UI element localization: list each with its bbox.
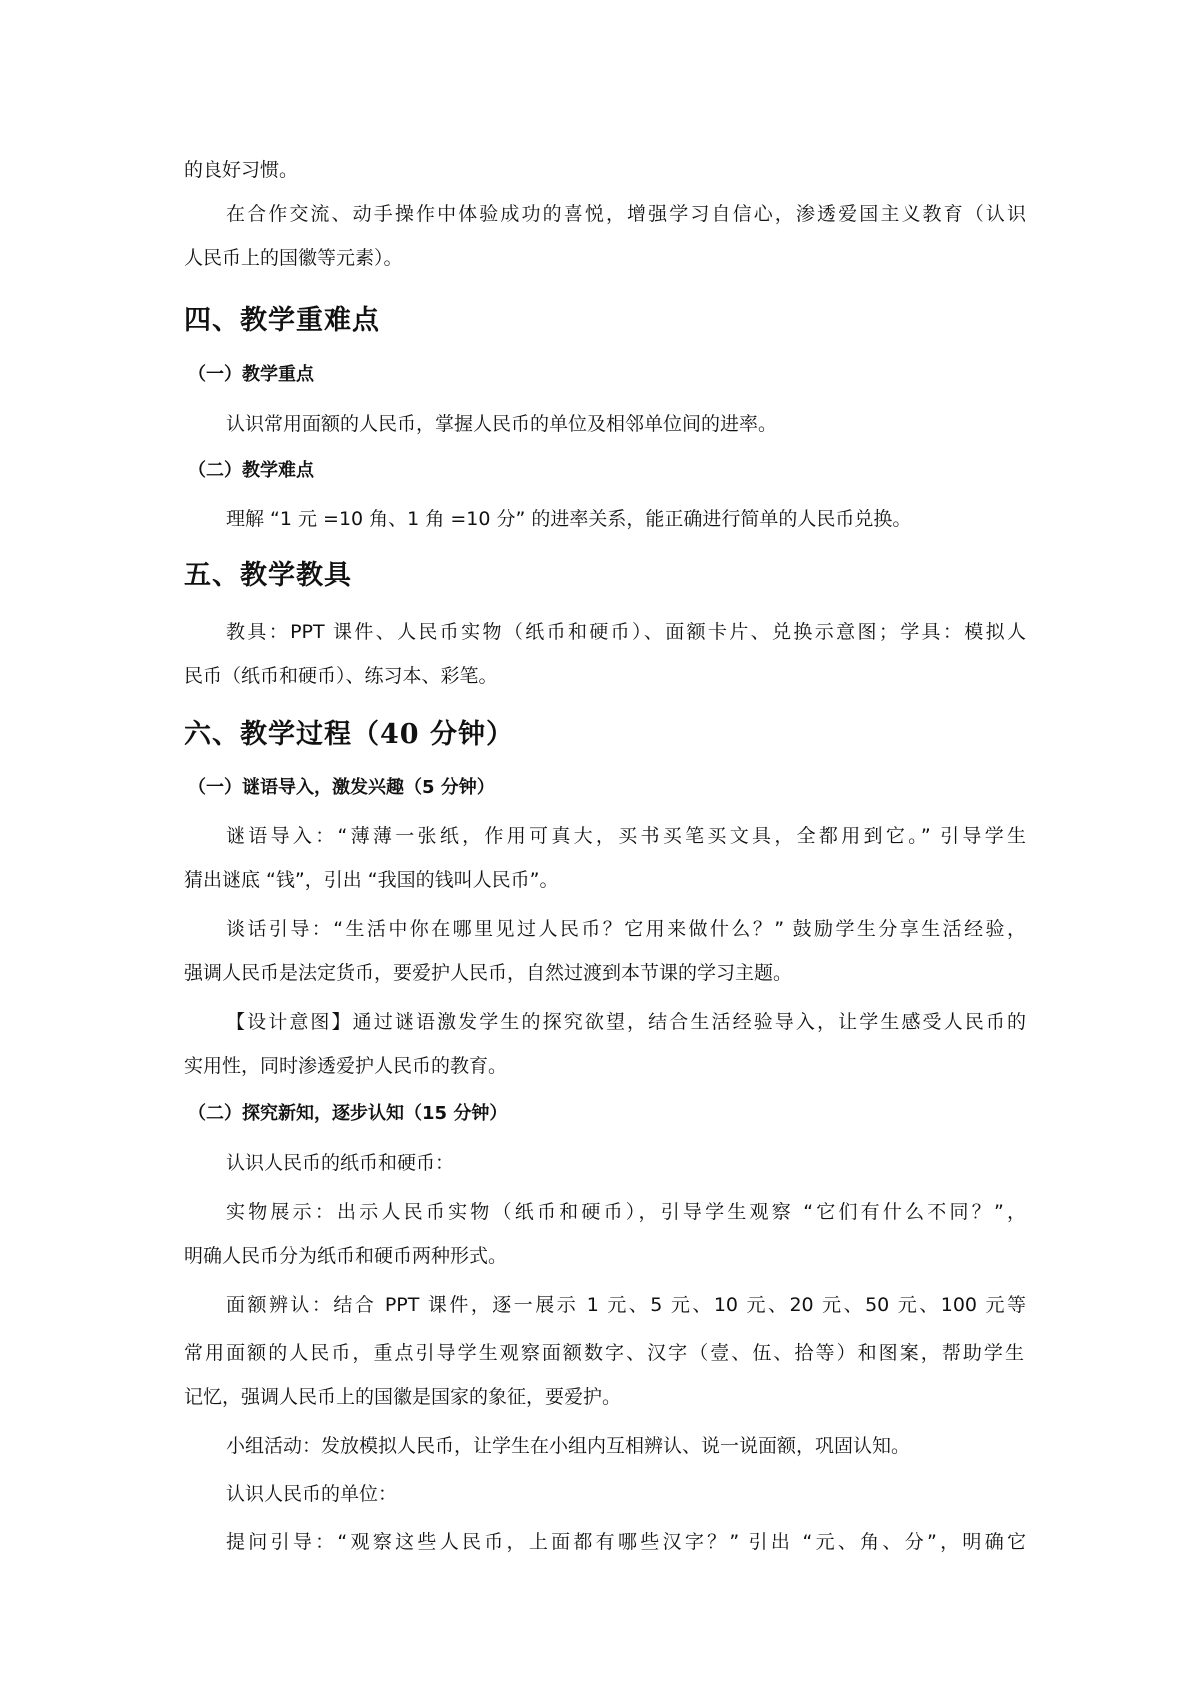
- paragraph-line: 常用面额的人民币，重点引导学生观察面额数字、汉字（壹、伍、拾等）和图案，帮助学生: [184, 1342, 1024, 1364]
- paragraph-line: 谈话引导：“生活中你在哪里见过人民币？它用来做什么？” 鼓励学生分享生活经验，: [226, 918, 1026, 940]
- paragraph-line: 理解 “1 元 =10 角、1 角 =10 分” 的进率关系，能正确进行简单的人民币兑换。: [226, 508, 912, 530]
- paragraph-line: 民币（纸币和硬币）、练习本、彩笔。: [184, 665, 498, 687]
- section-heading-five: 五、教学教具: [184, 560, 352, 591]
- paragraph-line: 人民币上的国徽等元素）。: [184, 247, 403, 269]
- paragraph-line: 明确人民币分为纸币和硬币两种形式。: [184, 1245, 508, 1267]
- paragraph-line: 小组活动：发放模拟人民币，让学生在小组内互相辨认、说一说面额，巩固认知。: [226, 1435, 911, 1457]
- paragraph-line: 谜语导入：“薄薄一张纸，作用可真大，买书买笔买文具，全都用到它。” 引导学生: [226, 825, 1026, 847]
- paragraph-line: 强调人民币是法定货币，要爱护人民币，自然过渡到本节课的学习主题。: [184, 962, 793, 984]
- paragraph-line: 实用性，同时渗透爱护人民币的教育。: [184, 1055, 508, 1077]
- subsection-heading: （二）探究新知，逐步认知（15 分钟）: [188, 1103, 508, 1124]
- paragraph-line: 认识人民币的单位：: [226, 1483, 398, 1505]
- paragraph-line: 实物展示：出示人民币实物（纸币和硬币），引导学生观察 “它们有什么不同？”，: [226, 1201, 1026, 1223]
- paragraph-line: 的良好习惯。: [184, 159, 299, 181]
- subsection-heading: （一）谜语导入，激发兴趣（5 分钟）: [188, 777, 495, 798]
- paragraph-line: 猜出谜底 “钱”，引出 “我国的钱叫人民币”。: [184, 869, 559, 891]
- paragraph-line: 教具：PPT 课件、人民币实物（纸币和硬币）、面额卡片、兑换示意图；学具：模拟人: [226, 621, 1026, 643]
- paragraph-line: 认识常用面额的人民币，掌握人民币的单位及相邻单位间的进率。: [226, 413, 778, 435]
- section-heading-four: 四、教学重难点: [184, 305, 380, 336]
- paragraph-line: 【设计意图】通过谜语激发学生的探究欲望，结合生活经验导入，让学生感受人民币的: [226, 1011, 1026, 1033]
- paragraph-line: 记忆，强调人民币上的国徽是国家的象征，要爱护。: [184, 1386, 622, 1408]
- paragraph-line: 面额辨认：结合 PPT 课件，逐一展示 1 元、5 元、10 元、20 元、50 元、100 元等: [226, 1294, 1026, 1316]
- subsection-heading: （二）教学难点: [188, 460, 314, 481]
- subsection-heading: （一）教学重点: [188, 364, 314, 385]
- section-heading-six: 六、教学过程（40 分钟）: [184, 719, 514, 750]
- paragraph-line: 提问引导：“观察这些人民币，上面都有哪些汉字？” 引出 “元、角、分”，明确它: [226, 1531, 1026, 1553]
- paragraph-line: 在合作交流、动手操作中体验成功的喜悦，增强学习自信心，渗透爱国主义教育（认识: [226, 203, 1026, 225]
- paragraph-line: 认识人民币的纸币和硬币：: [226, 1152, 455, 1174]
